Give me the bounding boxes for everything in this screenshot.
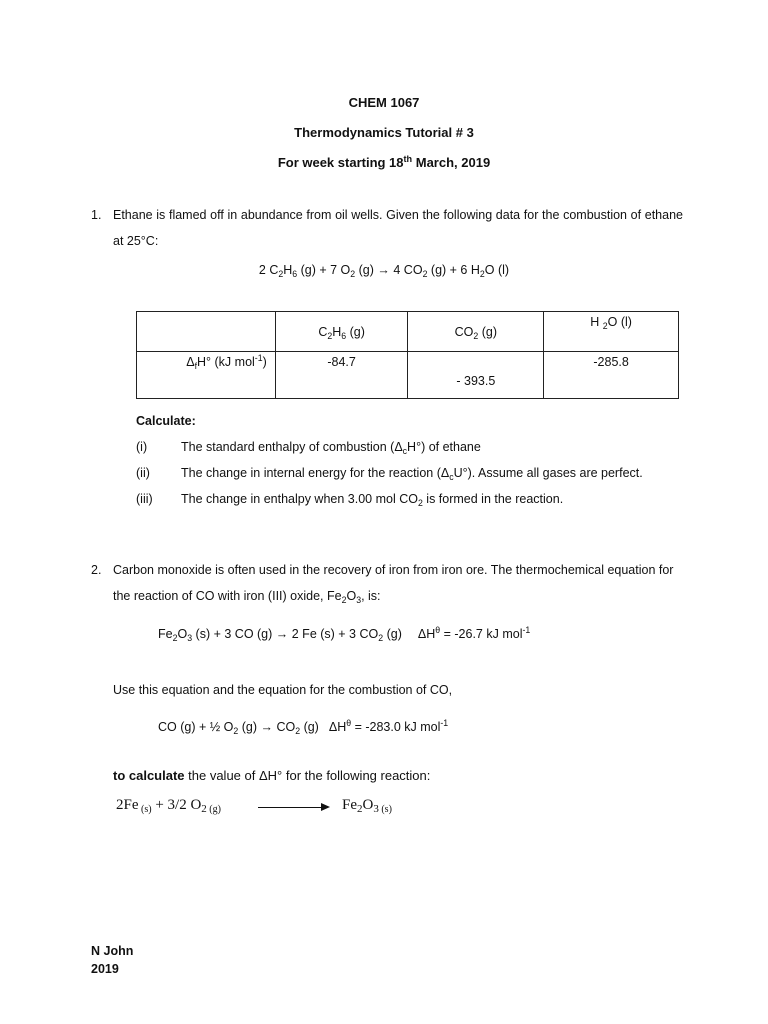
question-1-number: 1. <box>91 208 102 222</box>
tutorial-title: Thermodynamics Tutorial # 3 <box>294 125 474 140</box>
table-header-row <box>137 312 679 352</box>
course-code: CHEM 1067 <box>348 95 420 110</box>
part-ii-label: (ii) <box>136 466 150 480</box>
question-2-intro: Carbon monoxide is often used in the recovery of iron from iron ore. The thermochemical equation for the reaction of CO with iron (III) oxide, $Fe_2O_3$, is: <box>113 563 674 605</box>
calculate-instruction: to calculate the value of ΔH° for the following reaction: <box>113 768 431 783</box>
reaction-arrow-icon: → <box>377 263 390 277</box>
use-equation-text: Use this equation and the equation for the combustion of CO, <box>113 683 453 697</box>
target-reaction-right: $Fe_2O_3$ $_{(s)}$ <box>342 797 392 815</box>
target-reaction-arrow-icon <box>258 807 322 808</box>
part-iii-label: (iii) <box>136 492 153 506</box>
part-i-text: The standard enthalpy of combustion $(\Delta_cH^\circ)$ of ethane <box>181 440 481 456</box>
part-ii-text: The change in internal energy for the reaction $(\Delta_cU^\circ)$. Assume all gases are perfect. <box>181 466 643 482</box>
week-line: For week starting 18th March, 2019 <box>277 154 491 170</box>
calculate-label: Calculate: <box>136 414 196 428</box>
enthalpy-data-table <box>136 311 679 399</box>
row-label-formation-enthalpy: $\Delta_fH^\circ$ (kJ mol$^{-1}$) <box>137 352 276 399</box>
co-combustion-equation: CO (g) + ½ $O_2$ $(g) \to CO_2$ (g) $\Delta H^\theta = -283.0$ kJ mol$^{-1}$ <box>158 718 449 736</box>
reaction-arrow-icon: → <box>260 720 273 734</box>
header-co2: $CO_2$ (g) <box>408 312 544 352</box>
part-iii-text: The change in enthalpy when 3.00 mol $CO_2$ is formed in the reaction. <box>181 492 564 508</box>
question-1-intro: Ethane is flamed off in abundance from oil wells. Given the following data for the combustion of ethane at 25°C: <box>113 208 683 248</box>
header-c2h6: $C_2H_6$ (g) <box>275 312 408 352</box>
target-reaction-left: 2Fe $_{(s)}$ + 3/2 $O_2$ $_{(g)}$ <box>116 797 221 815</box>
iron-oxide-equation: $Fe_2O_3$ (s) + 3 CO (g) → 2 Fe (s) + 3 $CO_2$ (g) $\Delta H^\theta = -26.7$ kJ mol$^{-1}$ <box>158 625 531 643</box>
value-h2o: -285.8 <box>544 352 679 399</box>
value-co2: - 393.5 <box>408 352 544 399</box>
value-c2h6: -84.7 <box>275 352 408 399</box>
table-corner-cell <box>137 312 276 352</box>
part-i-label: (i) <box>136 440 148 454</box>
table-row <box>137 352 679 399</box>
footer-author: N John <box>91 944 134 958</box>
question-2-number: 2. <box>91 563 102 577</box>
reaction-arrow-icon: → <box>275 627 289 641</box>
arrow-head-icon <box>321 803 330 811</box>
footer-year: 2019 <box>91 962 119 976</box>
combustion-equation: 2 $C_2H_6$ (g) + 7 $O_2$ (g) → 4 $CO_2$ (g) + 6 $H_2O$ (l) <box>258 263 510 279</box>
header-h2o: H $_2$O (l) <box>544 312 679 352</box>
